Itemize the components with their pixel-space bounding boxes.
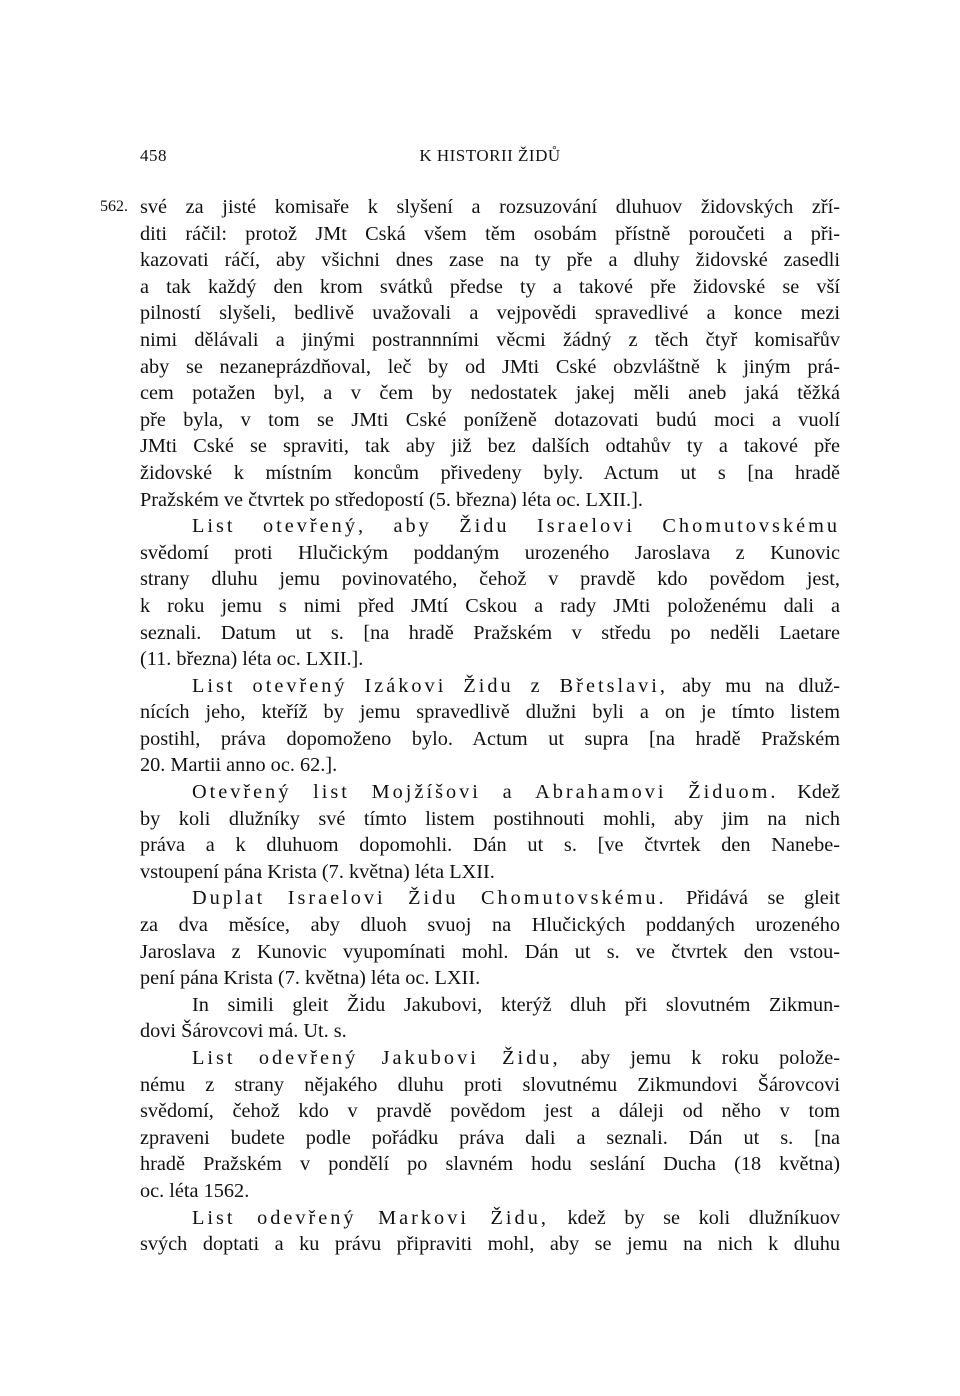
entry-heading: Duplat Israelovi Židu Chomutovskému.: [192, 887, 667, 910]
entry-heading-tail: kdež by se koli dlužníkuov: [548, 1206, 840, 1229]
text-line: židovské k místním koncům přivedeny byly. Actum ut s [na hradě: [140, 461, 840, 484]
running-header: [140, 146, 840, 170]
entry-heading-line: [140, 513, 840, 540]
entry-list-jakub: [140, 1045, 840, 1205]
text-line: a tak každý den krom svátků předse ty a takové pře židovské se vší: [140, 275, 840, 298]
text-line: nému z strany nějakého dluhu proti slovutnému Zikmundovi Šárovcovi: [140, 1073, 840, 1096]
entry-duplat-israel: [140, 885, 840, 991]
text-line: svědomí proti Hlučickým poddaným urozeného Jaroslava z Kunovic: [140, 541, 840, 564]
entry-heading-line: [140, 1045, 840, 1072]
body-text: [140, 194, 840, 1258]
entry-heading-line: [140, 992, 840, 1019]
text-line: oc. léta 1562.: [140, 1179, 250, 1202]
text-line: (11. března) léta oc. LXII.].: [140, 648, 364, 671]
text-line: aby se nezaneprázdňoval, leč by od JMti Cské obzvláštně k jiným prá-: [140, 355, 840, 378]
text-line: Pražském ve čtvrtek po středopostí (5. března) léta oc. LXII.].: [140, 488, 643, 511]
text-line: postihl, práva dopomoženo bylo. Actum ut supra [na hradě Pražském: [140, 727, 840, 750]
page-number: 458: [140, 146, 167, 165]
entry-heading-tail: Přidává se gleit: [666, 887, 840, 910]
text-line: JMti Cské se spraviti, tak aby již bez dalších odtahův ty a takové pře: [140, 435, 840, 458]
margin-year-note: 562.: [100, 198, 128, 215]
running-title: K HISTORII ŽIDŮ: [419, 146, 561, 165]
entry-heading-tail: aby mu na dluž-: [667, 674, 840, 697]
text-line: práva a k dluhuom dopomohli. Dán ut s. [ve čtvrtek den Nanebe-: [140, 834, 840, 857]
text-line: svědomí, čehož kdo v pravdě povědom jest a dáleji od něho v tom: [140, 1100, 840, 1123]
entry-heading: List otevřený Izákovi Židu z Břetslavi,: [192, 674, 668, 697]
text-line: Jaroslava z Kunovic vyupomínati mohl. Dán ut s. ve čtvrtek den vstou-: [140, 940, 840, 963]
entry-heading-line: [140, 1205, 840, 1232]
entry-heading: List otevřený, aby Židu Israelovi Chomutovskému: [192, 515, 840, 538]
text-line: diti ráčil: protož JMt Cská všem těm osobám přístně poroučeti a při-: [140, 222, 840, 245]
entry-heading: List odevřený Jakubovi Židu,: [192, 1047, 561, 1069]
text-line: dovi Šárovcovi má. Ut. s.: [140, 1020, 347, 1043]
entry-heading-tail: In simili gleit Židu Jakubovi, kterýž dluh při slovutném Zikmun-: [192, 993, 840, 1016]
paragraph-continuation: [140, 194, 840, 513]
text-line: strany dluhu jemu povinovatého, čehož v pravdě kdo povědom jest,: [140, 568, 840, 591]
entry-heading: List odevřený Markovi Židu,: [192, 1206, 549, 1229]
text-line: své za jisté komisaře k slyšení a rozsuzování dluhuov židovských zří-: [140, 196, 840, 218]
text-line: zpraveni budete podle pořádku práva dali a seznali. Dán ut s. [na: [140, 1126, 840, 1149]
entry-heading: Otevřený list Mojžíšovi a Abrahamovi Židuom.: [192, 781, 779, 804]
text-line: 20. Martii anno oc. 62.].: [140, 754, 338, 777]
entry-list-mojzis-abraham: [140, 779, 840, 885]
entry-heading-line: [140, 885, 840, 912]
text-line: nících jeho, kteříž by jemu spravedlivě dlužni byli a on je tímto listem: [140, 701, 840, 724]
entry-in-simili-gleit: [140, 992, 840, 1045]
text-line: pení pána Krista (7. května) léta oc. LXII.: [140, 967, 481, 990]
text-line: za dva měsíce, aby dluoh svuoj na Hlučických poddaných urozeného: [140, 914, 840, 937]
entry-heading-tail: aby jemu k roku polože-: [560, 1047, 840, 1069]
text-line: by koli dlužníky své tímto listem postihnouti mohli, aby jim na nich: [140, 807, 840, 830]
text-line: svých doptati a ku právu připraviti mohl, aby se jemu na nich k dluhu: [140, 1233, 840, 1256]
entry-heading-tail: Kdež: [778, 781, 840, 804]
entry-list-israel-chomutovsky: [140, 513, 840, 673]
text-line: pilností slyšeli, bedlivě uvažovali a vejpovědi spravedlivé a konce mezi: [140, 302, 840, 325]
text-line: hradě Pražském v pondělí po slavném hodu seslání Ducha (18 května): [140, 1153, 840, 1176]
text-line: cem potažen byl, a v čem by nedostatek jakej měli aneb jaká těžká: [140, 382, 840, 405]
text-line: k roku jemu s nimi před JMtí Cskou a rady JMti položenému dali a: [140, 594, 840, 617]
entry-heading-line: [140, 779, 840, 806]
entry-heading-line: [140, 673, 840, 700]
text-line: nimi dělávali a jinými postrannními věcmi žádný z těch čtyř komisařův: [140, 328, 840, 351]
text-line: pře byla, v tom se JMti Cské poníženě dotazovati budú moci a vuolí: [140, 408, 840, 431]
text-line: vstoupení pána Krista (7. května) léta LXII.: [140, 860, 495, 883]
text-line: kazovati ráčí, aby všichni dnes zase na ty pře a dluhy židovské zasedli: [140, 249, 840, 272]
text-line: seznali. Datum ut s. [na hradě Pražském v středu po neděli Laetare: [140, 621, 840, 644]
entry-list-marek: [140, 1205, 840, 1258]
entry-list-izak-bretslav: [140, 673, 840, 779]
